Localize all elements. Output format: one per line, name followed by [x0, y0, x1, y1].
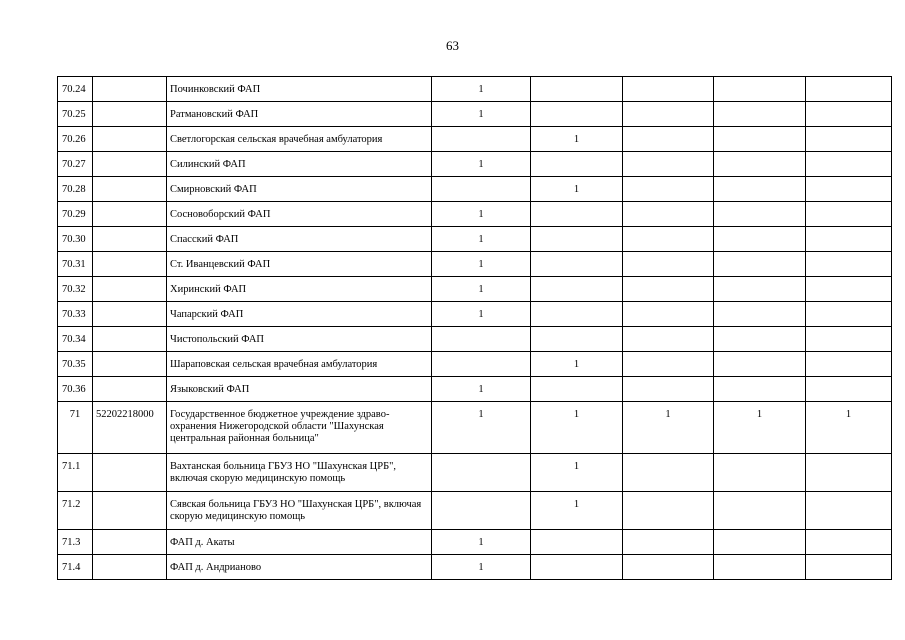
- value-cell-2: [531, 327, 623, 352]
- value-cell-5: [806, 202, 892, 227]
- value-cell-4: [714, 127, 806, 152]
- row-name-cell: Починковский ФАП: [167, 77, 432, 102]
- row-code-cell: [93, 492, 167, 530]
- value-cell-3: 1: [623, 402, 714, 454]
- value-cell-2: [531, 555, 623, 580]
- value-cell-1: 1: [432, 77, 531, 102]
- row-number-cell: 70.31: [58, 252, 93, 277]
- row-name-cell: ФАП д. Акаты: [167, 530, 432, 555]
- row-code-cell: [93, 454, 167, 492]
- row-code-cell: [93, 227, 167, 252]
- row-number-cell: 71.3: [58, 530, 93, 555]
- table-row: [58, 302, 892, 327]
- value-cell-1: 1: [432, 555, 531, 580]
- row-code-cell: [93, 327, 167, 352]
- value-cell-2: [531, 277, 623, 302]
- row-number-cell: 70.27: [58, 152, 93, 177]
- value-cell-5: [806, 377, 892, 402]
- value-cell-2: 1: [531, 352, 623, 377]
- value-cell-4: [714, 77, 806, 102]
- value-cell-3: [623, 127, 714, 152]
- value-cell-1: 1: [432, 152, 531, 177]
- value-cell-4: [714, 202, 806, 227]
- value-cell-4: [714, 152, 806, 177]
- row-name-cell: Хиринский ФАП: [167, 277, 432, 302]
- value-cell-5: [806, 530, 892, 555]
- row-name-cell: Государственное бюджетное учреждение здраво-охранения Нижегородской области "Шахунская центральная районная больница": [167, 402, 432, 454]
- value-cell-2: 1: [531, 454, 623, 492]
- row-name-cell: Чапарский ФАП: [167, 302, 432, 327]
- row-name-cell: ФАП д. Андрианово: [167, 555, 432, 580]
- row-number-cell: 71.1: [58, 454, 93, 492]
- table-row: [58, 102, 892, 127]
- value-cell-1: 1: [432, 227, 531, 252]
- value-cell-5: [806, 352, 892, 377]
- row-number-cell: 70.26: [58, 127, 93, 152]
- row-number-cell: 70.32: [58, 277, 93, 302]
- row-code-cell: [93, 102, 167, 127]
- value-cell-1: 1: [432, 377, 531, 402]
- table-row: [58, 77, 892, 102]
- row-number-cell: 70.33: [58, 302, 93, 327]
- table-row: [58, 177, 892, 202]
- value-cell-4: [714, 177, 806, 202]
- value-cell-2: [531, 102, 623, 127]
- value-cell-1: [432, 352, 531, 377]
- value-cell-1: [432, 327, 531, 352]
- value-cell-4: [714, 530, 806, 555]
- value-cell-5: [806, 555, 892, 580]
- row-number-cell: 70.30: [58, 227, 93, 252]
- value-cell-2: [531, 202, 623, 227]
- table-row: [58, 202, 892, 227]
- row-name-cell: Языковский ФАП: [167, 377, 432, 402]
- row-code-cell: [93, 177, 167, 202]
- value-cell-2: [531, 377, 623, 402]
- value-cell-2: [531, 252, 623, 277]
- row-number-cell: 70.25: [58, 102, 93, 127]
- row-name-cell: Спасский ФАП: [167, 227, 432, 252]
- value-cell-3: [623, 454, 714, 492]
- value-cell-4: 1: [714, 402, 806, 454]
- value-cell-4: [714, 302, 806, 327]
- value-cell-3: [623, 152, 714, 177]
- row-name-cell: Сосновоборский ФАП: [167, 202, 432, 227]
- row-code-cell: [93, 530, 167, 555]
- table-row: [58, 454, 892, 492]
- value-cell-1: [432, 127, 531, 152]
- row-name-cell: Шараповская сельская врачебная амбулатория: [167, 352, 432, 377]
- row-number-cell: 71.4: [58, 555, 93, 580]
- row-name-cell: Смирновский ФАП: [167, 177, 432, 202]
- value-cell-4: [714, 277, 806, 302]
- value-cell-4: [714, 327, 806, 352]
- value-cell-4: [714, 377, 806, 402]
- value-cell-3: [623, 202, 714, 227]
- row-code-cell: [93, 127, 167, 152]
- value-cell-5: [806, 77, 892, 102]
- value-cell-4: [714, 492, 806, 530]
- row-code-cell: [93, 277, 167, 302]
- value-cell-5: [806, 454, 892, 492]
- row-code-cell: [93, 555, 167, 580]
- value-cell-5: [806, 277, 892, 302]
- value-cell-5: [806, 302, 892, 327]
- document-table: [57, 76, 892, 580]
- value-cell-5: 1: [806, 402, 892, 454]
- table-row: [58, 402, 892, 454]
- row-number-cell: 70.34: [58, 327, 93, 352]
- value-cell-3: [623, 277, 714, 302]
- value-cell-3: [623, 177, 714, 202]
- table-row: [58, 277, 892, 302]
- value-cell-5: [806, 227, 892, 252]
- table-row: [58, 152, 892, 177]
- row-code-cell: [93, 202, 167, 227]
- value-cell-5: [806, 127, 892, 152]
- row-code-cell: 52202218000: [93, 402, 167, 454]
- table-row: [58, 327, 892, 352]
- value-cell-5: [806, 252, 892, 277]
- row-code-cell: [93, 152, 167, 177]
- table-row: [58, 352, 892, 377]
- value-cell-1: 1: [432, 202, 531, 227]
- value-cell-1: 1: [432, 277, 531, 302]
- value-cell-5: [806, 492, 892, 530]
- value-cell-3: [623, 327, 714, 352]
- value-cell-2: 1: [531, 402, 623, 454]
- value-cell-4: [714, 227, 806, 252]
- row-number-cell: 70.24: [58, 77, 93, 102]
- row-number-cell: 70.28: [58, 177, 93, 202]
- row-code-cell: [93, 377, 167, 402]
- value-cell-2: 1: [531, 492, 623, 530]
- row-code-cell: [93, 302, 167, 327]
- value-cell-4: [714, 252, 806, 277]
- value-cell-2: [531, 227, 623, 252]
- value-cell-1: 1: [432, 252, 531, 277]
- value-cell-3: [623, 77, 714, 102]
- value-cell-5: [806, 327, 892, 352]
- page-number: 63: [446, 38, 459, 53]
- value-cell-3: [623, 302, 714, 327]
- row-code-cell: [93, 77, 167, 102]
- value-cell-1: 1: [432, 402, 531, 454]
- value-cell-3: [623, 492, 714, 530]
- value-cell-2: [531, 302, 623, 327]
- row-name-cell: Силинский ФАП: [167, 152, 432, 177]
- row-name-cell: Вахтанская больница ГБУЗ НО "Шахунская ЦРБ", включая скорую медицинскую помощь: [167, 454, 432, 492]
- value-cell-1: [432, 177, 531, 202]
- value-cell-3: [623, 252, 714, 277]
- table-row: [58, 252, 892, 277]
- row-code-cell: [93, 252, 167, 277]
- value-cell-1: 1: [432, 530, 531, 555]
- value-cell-3: [623, 530, 714, 555]
- row-number-cell: 70.35: [58, 352, 93, 377]
- table-row: [58, 492, 892, 530]
- value-cell-2: 1: [531, 127, 623, 152]
- value-cell-3: [623, 377, 714, 402]
- row-number-cell: 70.36: [58, 377, 93, 402]
- value-cell-3: [623, 555, 714, 580]
- value-cell-1: 1: [432, 302, 531, 327]
- table-row: [58, 530, 892, 555]
- row-name-cell: Чистопольский ФАП: [167, 327, 432, 352]
- value-cell-5: [806, 152, 892, 177]
- value-cell-4: [714, 454, 806, 492]
- value-cell-4: [714, 102, 806, 127]
- table-row: [58, 127, 892, 152]
- value-cell-1: [432, 492, 531, 530]
- table-row: [58, 377, 892, 402]
- value-cell-5: [806, 102, 892, 127]
- row-name-cell: Сявская больница ГБУЗ НО "Шахунская ЦРБ", включая скорую медицинскую помощь: [167, 492, 432, 530]
- value-cell-3: [623, 352, 714, 377]
- row-name-cell: Светлогорская сельская врачебная амбулатория: [167, 127, 432, 152]
- row-code-cell: [93, 352, 167, 377]
- value-cell-2: [531, 77, 623, 102]
- row-name-cell: Ст. Иванцевский ФАП: [167, 252, 432, 277]
- row-number-cell: 70.29: [58, 202, 93, 227]
- value-cell-1: [432, 454, 531, 492]
- table-row: [58, 555, 892, 580]
- value-cell-2: 1: [531, 177, 623, 202]
- value-cell-2: [531, 152, 623, 177]
- value-cell-2: [531, 530, 623, 555]
- value-cell-5: [806, 177, 892, 202]
- row-number-cell: 71: [58, 402, 93, 454]
- value-cell-3: [623, 227, 714, 252]
- value-cell-4: [714, 555, 806, 580]
- table-row: [58, 227, 892, 252]
- value-cell-3: [623, 102, 714, 127]
- row-number-cell: 71.2: [58, 492, 93, 530]
- value-cell-1: 1: [432, 102, 531, 127]
- row-name-cell: Ратмановский ФАП: [167, 102, 432, 127]
- value-cell-4: [714, 352, 806, 377]
